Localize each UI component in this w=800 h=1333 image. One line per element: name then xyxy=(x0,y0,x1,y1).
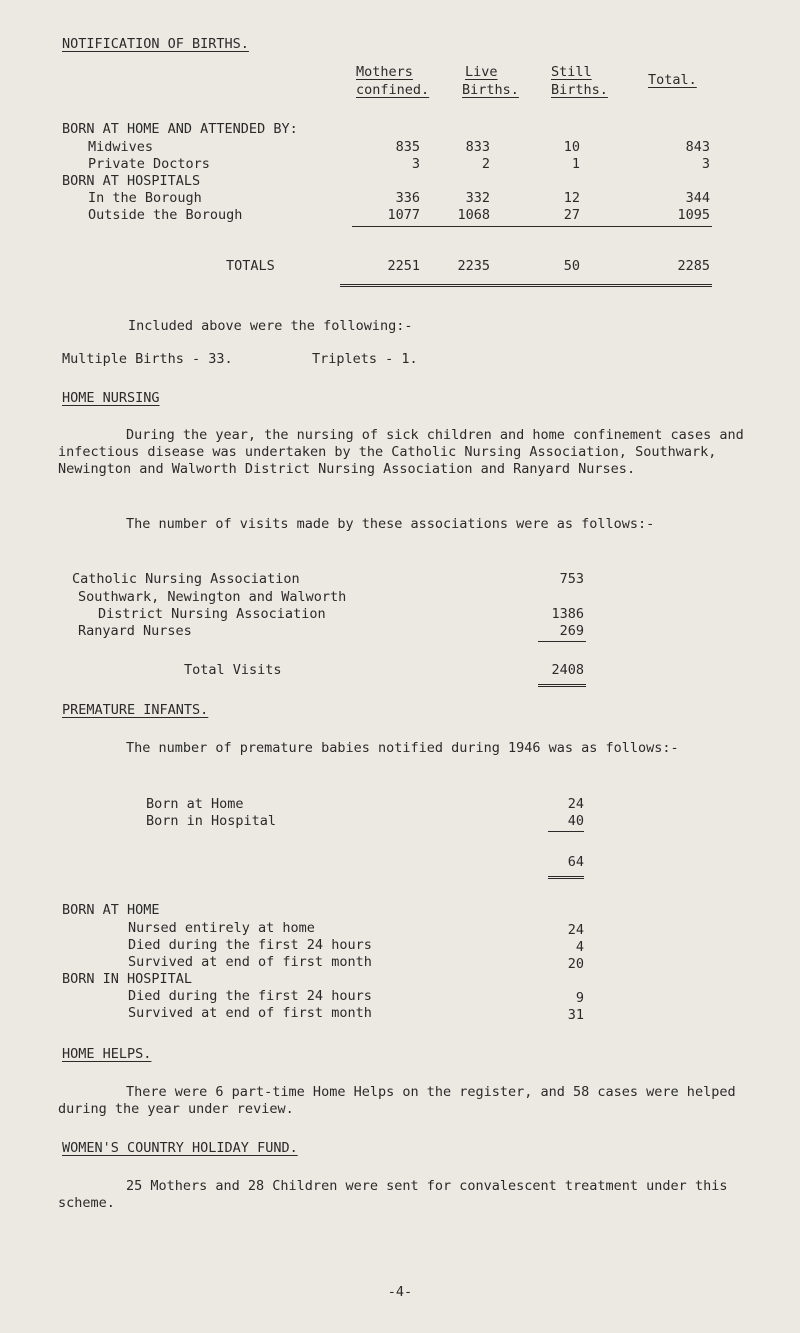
totals-double-rule xyxy=(340,284,712,289)
premature-double-rule xyxy=(548,876,584,881)
visit-label: Ranyard Nurses xyxy=(78,623,192,639)
total-visits-label: Total Visits xyxy=(184,662,282,678)
visit-label: Catholic Nursing Association xyxy=(72,571,300,587)
cell-total: 843 xyxy=(685,139,710,155)
section-born-at-home-premature: BORN AT HOME xyxy=(62,902,160,918)
born-home-value: 24 xyxy=(567,796,584,812)
cell-still: 10 xyxy=(563,139,580,155)
visit-value: 269 xyxy=(559,623,584,639)
cell-total: 3 xyxy=(701,156,710,172)
premature-row-label: Survived at end of first month xyxy=(128,954,372,970)
totals-live: 2235 xyxy=(457,258,490,274)
header-live-2: Births. xyxy=(462,82,519,98)
visits-rule xyxy=(538,641,586,642)
cell-total: 344 xyxy=(685,190,710,206)
triplets: Triplets - 1. xyxy=(312,351,418,367)
premature-row-value: 20 xyxy=(567,956,584,972)
home-helps-heading: HOME HELPS. xyxy=(62,1046,152,1062)
premature-row-value: 4 xyxy=(575,939,584,955)
born-hospital-label: Born in Hospital xyxy=(146,813,277,829)
header-still-1: Still xyxy=(551,64,592,80)
header-live-1: Live xyxy=(465,64,498,80)
visit-label-cont: District Nursing Association xyxy=(98,606,326,622)
premature-heading: PREMATURE INFANTS. xyxy=(62,702,209,718)
born-home-label: Born at Home xyxy=(146,796,244,812)
born-hospital-value: 40 xyxy=(567,813,584,829)
row-label: Private Doctors xyxy=(88,156,210,172)
header-mothers-1: Mothers xyxy=(356,64,413,80)
visit-value: 1386 xyxy=(551,606,584,622)
cell-total: 1095 xyxy=(677,207,710,223)
visit-label: Southwark, Newington and Walworth xyxy=(78,589,347,605)
premature-row-value: 9 xyxy=(575,990,584,1006)
holiday-fund-heading: WOMEN'S COUNTRY HOLIDAY FUND. xyxy=(62,1140,298,1156)
cell-mothers: 835 xyxy=(395,139,420,155)
row-label: In the Borough xyxy=(88,190,202,206)
cell-still: 27 xyxy=(563,207,580,223)
page-title: NOTIFICATION OF BIRTHS. xyxy=(62,36,249,52)
header-total: Total. xyxy=(648,72,697,88)
cell-live: 833 xyxy=(465,139,490,155)
multiple-births: Multiple Births - 33. xyxy=(62,351,233,367)
row-label: Outside the Borough xyxy=(88,207,243,223)
totals-total: 2285 xyxy=(677,258,710,274)
premature-row-value: 24 xyxy=(567,922,584,938)
visit-value: 753 xyxy=(559,571,584,587)
cell-still: 1 xyxy=(571,156,580,172)
premature-row-label: Survived at end of first month xyxy=(128,1005,372,1021)
section-born-at-hospitals: BORN AT HOSPITALS xyxy=(62,173,201,189)
header-still-2: Births. xyxy=(551,82,608,98)
visits-double-rule xyxy=(538,684,586,689)
section-born-at-home: BORN AT HOME AND ATTENDED BY: xyxy=(62,121,298,137)
home-helps-paragraph: There were 6 part-time Home Helps on the register, and 58 cases were helped during the year under review. xyxy=(58,1084,736,1117)
cell-live: 332 xyxy=(465,190,490,206)
visits-paragraph: The number of visits made by these associations were as follows:- xyxy=(126,516,655,532)
premature-row-label: Died during the first 24 hours xyxy=(128,988,372,1004)
row-label: Midwives xyxy=(88,139,154,155)
totals-mothers: 2251 xyxy=(387,258,420,274)
premature-rule xyxy=(548,831,584,832)
home-nursing-paragraph: During the year, the nursing of sick children and home confinement cases and infectious disease was undertaken by the Catholic Nursing Association, Southwark, Newington and Walworth District Nursing Association and Ranyard Nurses. xyxy=(58,427,744,477)
header-mothers-2: confined. xyxy=(356,82,430,98)
subtotal-rule xyxy=(352,226,712,227)
cell-live: 2 xyxy=(481,156,490,172)
home-nursing-heading: HOME NURSING xyxy=(62,390,160,406)
included-note: Included above were the following:- xyxy=(128,318,413,334)
cell-live: 1068 xyxy=(457,207,490,223)
holiday-fund-paragraph: 25 Mothers and 28 Children were sent for convalescent treatment under this scheme. xyxy=(58,1178,728,1211)
premature-row-label: Nursed entirely at home xyxy=(128,920,315,936)
totals-still: 50 xyxy=(563,258,580,274)
page-number: -4- xyxy=(387,1284,413,1300)
premature-row-label: Died during the first 24 hours xyxy=(128,937,372,953)
cell-still: 12 xyxy=(563,190,580,206)
totals-label: TOTALS xyxy=(226,258,275,274)
section-born-in-hospital: BORN IN HOSPITAL xyxy=(62,971,193,987)
premature-row-value: 31 xyxy=(567,1007,584,1023)
cell-mothers: 1077 xyxy=(387,207,420,223)
premature-total: 64 xyxy=(567,854,584,870)
cell-mothers: 3 xyxy=(411,156,420,172)
total-visits-value: 2408 xyxy=(551,662,584,678)
cell-mothers: 336 xyxy=(395,190,420,206)
premature-paragraph: The number of premature babies notified during 1946 was as follows:- xyxy=(126,740,679,756)
